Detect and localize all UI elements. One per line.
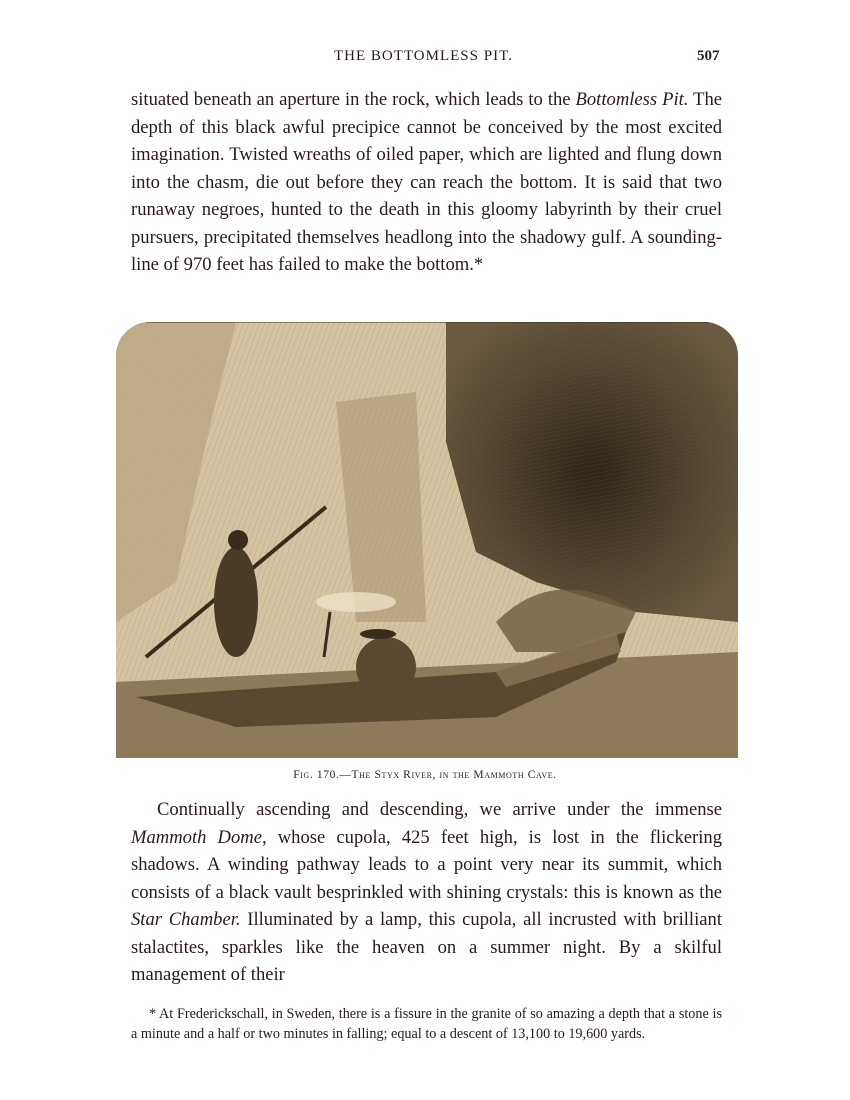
man-with-torch: [356, 637, 416, 697]
paragraph-text: whose cupola, 425 feet high, is lost in the flickering shadows. A winding pathway leads to a point very near its summit, which consists of a black vault besprinkled with shining crystals: this is known as the: [131, 826, 722, 903]
paragraph-text: situated beneath an aperture in the rock, which leads to the: [131, 89, 576, 110]
italic-term-star-chamber: Star Chamber.: [131, 909, 241, 930]
page-header: [0, 48, 850, 70]
figure-caption: Fig. 170.—The Styx River, in the Mammoth Cave.: [293, 769, 557, 781]
paragraph-text: Continually ascending and descending, we arrive under the immense: [157, 799, 722, 820]
paragraph-mammoth-dome: [131, 796, 722, 989]
footnote: [131, 1004, 722, 1044]
paragraph-text: Illuminated by a lamp, this cupola, all incrusted with brilliant stalactites, sparkles like the heaven on a summer night. By a skilful management of their: [131, 909, 722, 985]
italic-term-bottomless-pit: Bottomless Pit.: [575, 89, 689, 110]
styx-river-illustration: [116, 322, 738, 758]
italic-term-mammoth-dome: Mammoth Dome,: [131, 826, 267, 848]
page-number: 507: [697, 48, 720, 64]
engraving-image: [116, 322, 738, 758]
oarsman-figure: [214, 547, 258, 657]
paragraph-bottomless-pit: [131, 86, 722, 279]
paragraph-text: The depth of this black awful precipice cannot be conceived by the most excited imagination. Twisted wreaths of oiled paper, which are lighted and flung down into the chasm, die out before they can reach the bottom. It is said that two runaway negroes, hunted to the death in this gloomy labyrinth by their cruel pursuers, precipitated themselves headlong into the shadowy gulf. A sounding-line of 970 feet has failed to make the bottom.*: [131, 89, 722, 275]
running-title: THE BOTTOMLESS PIT.: [334, 48, 513, 64]
footnote-text: * At Frederickschall, in Sweden, there is a fissure in the granite of so amazing a depth that a stone is a minute and a half or two minutes in falling; equal to a descent of 13,100 to 19,600 yards.: [131, 1006, 722, 1042]
